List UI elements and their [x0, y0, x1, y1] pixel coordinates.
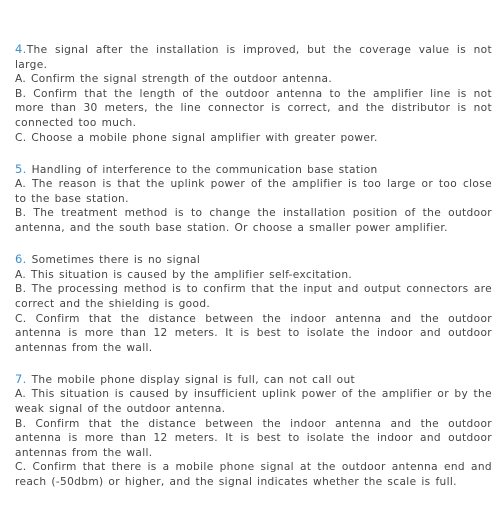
section-heading — [15, 42, 492, 72]
section-item: B. Confirm that the distance between the indoor antenna and the outdoor antenna is more than 12 meters. It is best to isolate the indoor and outdoor antennas from the wall. — [15, 417, 492, 459]
section-7 — [15, 372, 492, 490]
section-title: Handling of interference to the communication base station — [26, 163, 378, 176]
section-item: C. Choose a mobile phone signal amplifier with greater power. — [15, 131, 378, 144]
section-number: 4. — [15, 42, 27, 56]
section-item: B. The treatment method is to change the installation position of the outdoor antenna, and the south base station. Or choose a smaller power amplifier. — [15, 207, 492, 235]
section-item: B. Confirm that the length of the outdoor antenna to the amplifier line is not more than 30 meters, the line connector is correct, and the distributor is not connected too much. — [15, 87, 492, 129]
document-body — [15, 42, 492, 506]
section-item: A. This situation is caused by the amplifier self-excitation. — [15, 268, 353, 281]
section-4 — [15, 42, 492, 145]
section-heading — [15, 162, 492, 178]
section-6 — [15, 252, 492, 355]
section-title: Sometimes there is no signal — [26, 254, 201, 267]
section-number: 6. — [15, 252, 27, 267]
section-item: A. The reason is that the uplink power of the amplifier is too large or too close to the base station. — [15, 178, 492, 205]
section-item: A. Confirm the signal strength of the outdoor antenna. — [15, 73, 333, 86]
section-heading — [15, 252, 492, 268]
section-item: B. The processing method is to confirm that the input and output connectors are correct and the shielding is good. — [15, 283, 492, 310]
section-title: The mobile phone display signal is full, can not call out — [26, 373, 356, 386]
section-item: C. Confirm that the distance between the indoor antenna and the outdoor antenna is more than 12 meters. It is best to isolate the indoor and outdoor antennas from the wall. — [15, 312, 492, 354]
section-5 — [15, 162, 492, 236]
section-item: A. This situation is caused by insufficient uplink power of the amplifier or by the weak signal of the outdoor antenna. — [15, 388, 492, 415]
section-item: C. Confirm that there is a mobile phone signal at the outdoor antenna end and reach (-50dbm) or higher, and the signal indicates whether the scale is full. — [15, 461, 492, 488]
section-heading — [15, 372, 492, 388]
section-title: The signal after the installation is improved, but the coverage value is not large. — [15, 44, 492, 71]
section-number: 5. — [15, 161, 27, 176]
section-number: 7. — [15, 371, 27, 386]
